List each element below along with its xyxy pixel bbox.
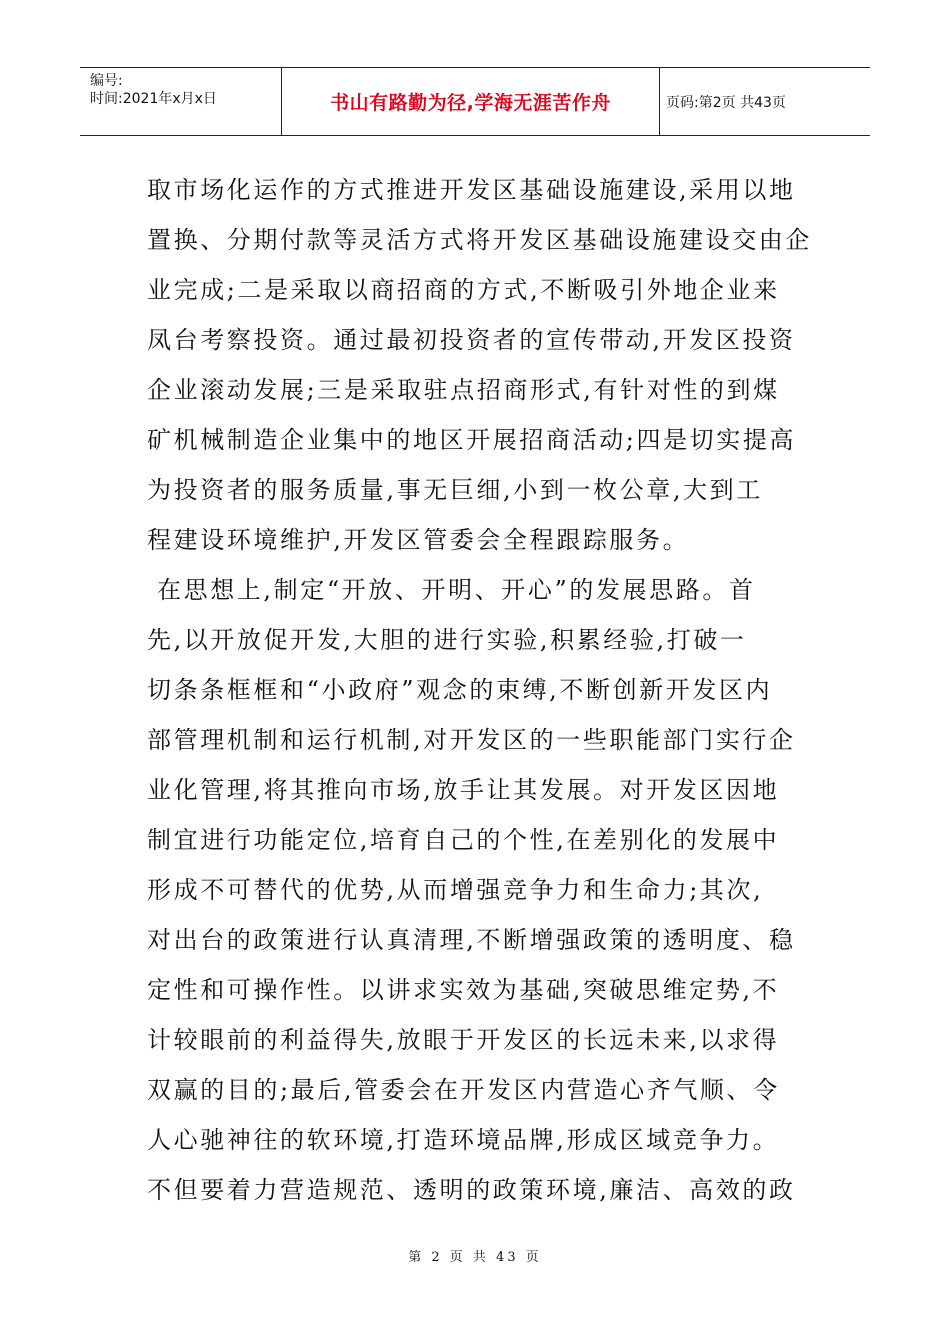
body-line: 先,以开放促开发,大胆的进行实验,积累经验,打破一 [147,626,747,654]
footer-page-number: 第 2 页 共 43 页 [408,1250,542,1265]
body-line: 不但要着力营造规范、透明的政策环境,廉洁、高效的政 [147,1176,796,1204]
body-line: 双赢的目的;最后,管委会在开发区内营造心齐气顺、令 [147,1076,780,1104]
body-line: 在思想上,制定“开放、开明、开心”的发展思路。首 [157,576,756,604]
header-meta-cell [80,68,282,135]
body-line: 置换、分期付款等灵活方式将开发区基础设施建设交由企 [147,226,812,254]
header-page-info: 页码:第2页 共43页 [666,94,786,111]
document-body [147,165,812,1215]
page-footer [0,1246,950,1265]
body-line: 程建设环境维护,开发区管委会全程跟踪服务。 [147,526,690,554]
body-line: 取市场化运作的方式推进开发区基础设施建设,采用以地 [147,176,796,204]
document-number-label: 编号: [90,73,123,89]
body-line: 形成不可替代的优势,从而增强竞争力和生命力;其次, [147,876,764,904]
body-line: 对出台的政策进行认真清理,不断增强政策的透明度、稳 [147,926,796,954]
document-time-label: 时间:2021年x月x日 [90,91,217,107]
body-line: 业完成;二是采取以商招商的方式,不断吸引外地企业来 [147,276,780,304]
body-line: 凤台考察投资。通过最初投资者的宣传带动,开发区投资 [147,326,796,354]
body-line: 定性和可操作性。以讲求实效为基础,突破思维定势,不 [147,976,780,1004]
header-page-cell [660,68,870,135]
body-line: 切条条框框和“小政府”观念的束缚,不断创新开发区内 [147,676,773,704]
body-line: 业化管理,将其推向市场,放手让其发展。对开发区因地 [147,776,780,804]
page-header [80,67,870,136]
body-line: 计较眼前的利益得失,放眼于开发区的长远未来,以求得 [147,1026,780,1054]
body-line: 为投资者的服务质量,事无巨细,小到一枚公章,大到工 [147,476,763,504]
body-line: 企业滚动发展;三是采取驻点招商形式,有针对性的到煤 [147,376,780,404]
body-line: 部管理机制和运行机制,对开发区的一些职能部门实行企 [147,726,796,754]
header-motto: 书山有路勤为径,学海无涯苦作舟 [330,92,611,114]
body-line: 制宜进行功能定位,培育自己的个性,在差别化的发展中 [147,826,780,854]
body-line: 人心驰神往的软环境,打造环境品牌,形成区域竞争力。 [147,1126,780,1154]
body-line: 矿机械制造企业集中的地区开展招商活动;四是切实提高 [147,426,797,454]
header-motto-cell [282,68,660,135]
